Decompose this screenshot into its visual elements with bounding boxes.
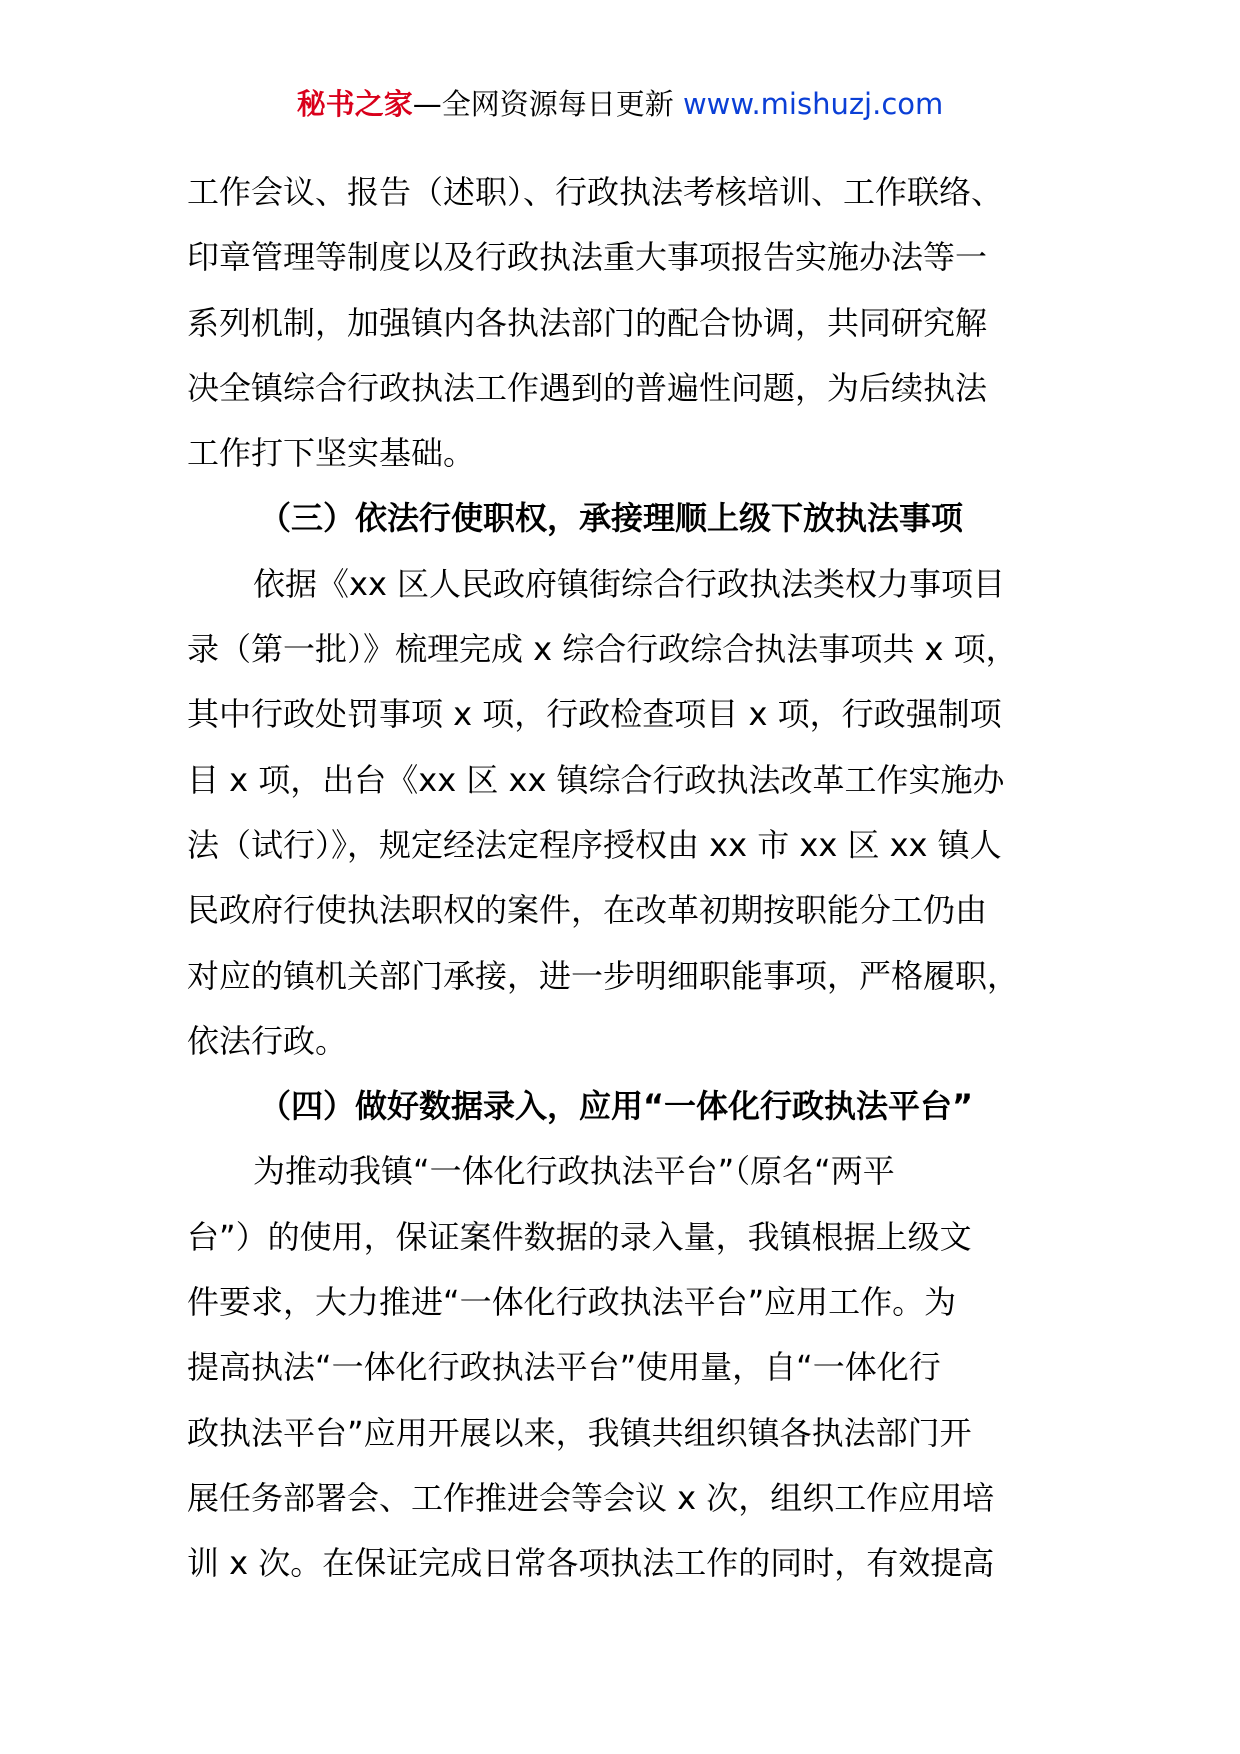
body-line: 其中行政处罚事项 x 项，行政检查项目 x 项，行政强制项: [187, 695, 1002, 734]
body-line: 工作打下坚实基础。: [187, 434, 476, 473]
body-line: 展任务部署会、工作推进会等会议 x 次，组织工作应用培: [187, 1478, 995, 1517]
body-line: 对应的镇机关部门承接，进一步明细职能事项，严格履职，: [187, 956, 1020, 995]
site-url-link[interactable]: www.mishuzj.com: [682, 87, 944, 121]
body-line: 台”）的使用，保证案件数据的录入量，我镇根据上级文: [187, 1217, 972, 1256]
body-line: 目 x 项，出台《xx 区 xx 镇综合行政执法改革工作实施办: [187, 760, 1005, 799]
body-line: 工作会议、报告（述职）、行政执法考核培训、工作联络、: [187, 173, 1004, 211]
body-line: 依法行政。: [187, 1021, 348, 1060]
site-brand: 秘书之家: [296, 87, 413, 121]
body-line: 政执法平台”应用开展以来，我镇共组织镇各执法部门开: [187, 1413, 972, 1452]
body-line: 印章管理等制度以及行政执法重大事项报告实施办法等一: [187, 238, 988, 277]
section-heading-4: （四）做好数据录入，应用“一体化行政执法平台”: [259, 1087, 974, 1126]
body-line: 提高执法“一体化行政执法平台”使用量，自“一体化行: [187, 1348, 941, 1387]
body-line: 训 x 次。在保证完成日常各项执法工作的同时，有效提高: [187, 1544, 995, 1583]
paragraph-first-line: 依据《xx 区人民政府镇街综合行政执法类权力事项目: [253, 564, 1006, 603]
paragraph-first-line: 为推动我镇“一体化行政执法平台”（原名“两平: [253, 1152, 895, 1191]
body-line: 民政府行使执法职权的案件，在改革初期按职能分工仍由: [187, 891, 988, 930]
body-line: 决全镇综合行政执法工作遇到的普遍性问题，为后续执法: [187, 368, 988, 407]
body-line: 录（第一批）》梳理完成 x 综合行政综合执法事项共 x 项，: [187, 630, 1018, 669]
body-line: 系列机制，加强镇内各执法部门的配合协调，共同研究解: [187, 303, 988, 342]
body-line: 件要求，大力推进“一体化行政执法平台”应用工作。为: [187, 1283, 957, 1322]
site-header: [0, 84, 1240, 124]
section-heading-3: （三）依法行使职权，承接理顺上级下放执法事项: [259, 499, 964, 538]
body-line: 法（试行）》，规定经法定程序授权由 xx 市 xx 区 xx 镇人: [187, 825, 1002, 864]
document-body: [187, 160, 1067, 1597]
site-slogan: —全网资源每日更新: [412, 87, 674, 121]
